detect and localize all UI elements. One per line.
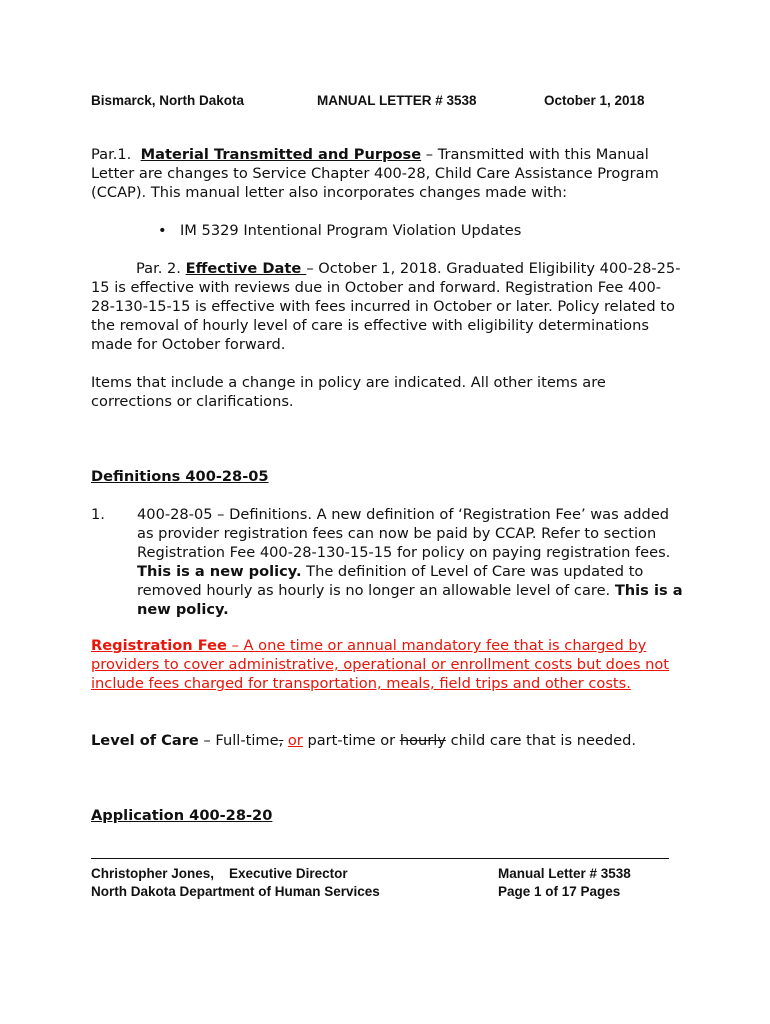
registration-fee-term: Registration Fee [91,637,227,654]
item-text [137,505,687,619]
par1-text: – Transmitted with this Manual Letter are changes to Service Chapter 400-28, Child Care Assistance Program (CCAP). This manual letter also incorporates changes made with: [91,146,659,201]
footer-name: Christopher Jones, Executive Director [91,866,348,881]
par2-text: – October 1, 2018. Graduated Eligibility 400-28-25-15 is effective with reviews due in October and forward. Registration Fee 400-28-130-15-15 is effective with fees incurred in October or later. Policy related to the removal of hourly level of care is effective with eligibility determinations made for October forward. [91,260,681,353]
items-note [91,373,681,411]
header-location: Bismarck, North Dakota [91,93,245,108]
level-of-care-definition [91,731,681,750]
registration-fee-text: – A one time or annual mandatory fee that is charged by providers to cover administrative, operational or enrollment costs but does not include fees charged for transportation, meals, field trips and other costs. [91,637,669,692]
application-heading: Application 400-28-20 [91,807,273,824]
footer-department: North Dakota Department of Human Services [91,884,380,899]
bullet-text: IM 5329 Intentional Program Violation Updates [180,222,522,239]
application-section [91,806,681,825]
par2-heading: Effective Date [185,260,307,277]
footer-left [91,865,380,901]
level-of-care-text-b: part-time or [302,732,400,749]
registration-fee-definition [91,636,681,693]
footer-rule [91,858,669,859]
new-policy-note-2: This is a new policy. [137,582,683,618]
level-of-care-term: Level of Care [91,732,199,749]
struck-hourly: hourly [399,732,446,749]
par1 [91,145,681,202]
level-of-care-text-a: – Full-time [198,732,279,749]
definitions-heading: Definitions 400-28-05 [91,468,269,485]
item-text-part-2: The definition of Level of Care was updated to removed hourly as hourly is no longer an allowable level of care. [137,563,644,599]
bullet-icon: • [158,222,167,239]
header-date: October 1, 2018 [544,93,645,108]
par1-heading: Material Transmitted and Purpose [140,146,422,163]
footer-right [498,865,631,901]
header-manual-letter: MANUAL LETTER # 3538 [317,93,477,108]
item-number: 1. [91,506,105,523]
footer-manual-letter: Manual Letter # 3538 [498,866,631,881]
struck-comma: , [278,732,284,749]
definitions-section [91,467,681,486]
new-policy-note-1: This is a new policy. [137,563,302,580]
par2-prefix: Par. 2. [136,260,186,277]
par2 [91,259,681,354]
par1-prefix: Par.1. [91,146,132,163]
items-note-text: Items that include a change in policy are indicated. All other items are corrections or clarifications. [91,374,606,410]
inserted-or: or [287,732,303,749]
footer-page: Page 1 of 17 Pages [498,884,621,899]
level-of-care-text-c: child care that is needed. [445,732,637,749]
item-text-part-1: 400-28-05 – Definitions. A new definition of ‘Registration Fee’ was added as provider registration fees can now be paid by CCAP. Refer to section Registration Fee 400-28-130-15-15 for policy on paying registration fees. [137,506,671,561]
